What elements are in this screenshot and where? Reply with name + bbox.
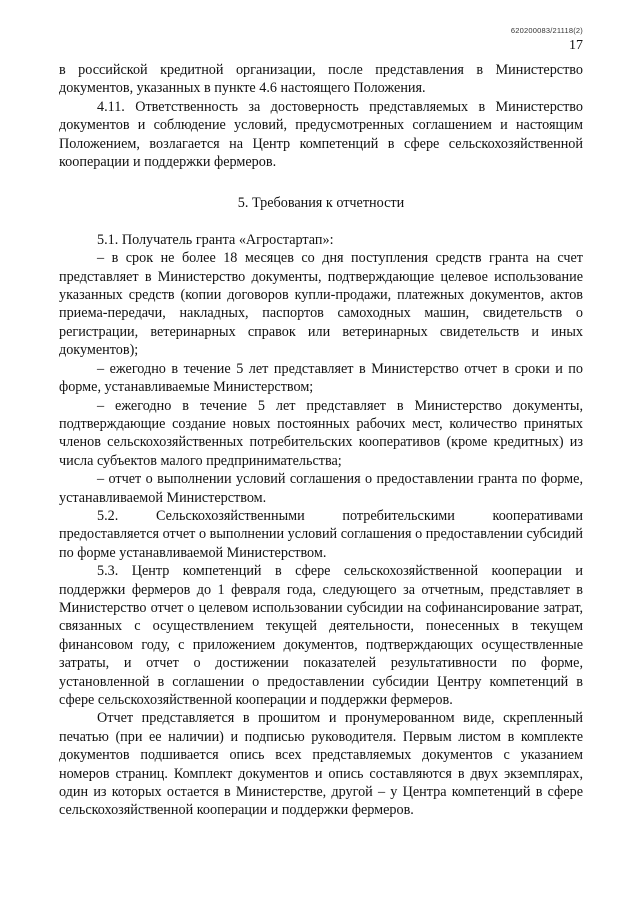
page-number: 17	[569, 38, 583, 53]
list-item-5-1-a: – в срок не более 18 месяцев со дня поступления средств гранта на счет представляет в Министерство документы, подтверждающие целевое использование указанных средств (копии договоров купли-продажи, платежных документов, актов приема-передачи, накладных, паспортов самоходных машин, свидетельств о регистрации, ветеринарных справок или ветеринарных свидетельств и иных документов);	[59, 250, 583, 359]
paragraph-5-1: 5.1. Получатель гранта «Агростартап»:	[97, 231, 334, 248]
paragraph-report: Отчет представляется в прошитом и пронумерованном виде, скрепленный печатью (при ее наличии) и подписью руководителя. Первым листом в комплекте документов подшивается опись всех представляемых документов с указанием номеров страниц. Комплект документов и опись составляются в двух экземплярах, один из которых остается в Министерстве, другой – у Центра компетенций в сфере сельскохозяйственной кооперации и поддержки фермеров.	[59, 710, 583, 819]
list-item-5-1-c: – ежегодно в течение 5 лет представляет в Министерство документы, подтверждающие создание новых постоянных рабочих мест, количество принятых членов сельскохозяйственных потребительских кооперативов (кроме кредитных) из числа субъектов малого предпринимательства;	[59, 397, 583, 469]
paragraph-4-11: 4.11. Ответственность за достоверность представляемых в Министерство документов и соблюдение условий, предусмотренных соглашением и настоящим Положением, возлагается на Центр компетенций в сфере сельскохозяйственной кооперации и поддержки фермеров.	[59, 98, 583, 171]
paragraph-continuation: в российской кредитной организации, после представления в Министерство документов, указанных в пункте 4.6 настоящего Положения.	[59, 62, 583, 97]
list-item-5-1-b: – ежегодно в течение 5 лет представляет в Министерство отчет в сроки и по форме, устанавливаемые Министерством;	[59, 360, 583, 396]
paragraph-5-3: 5.3. Центр компетенций в сфере сельскохозяйственной кооперации и поддержки фермеров до 1 февраля года, следующего за отчетным, представляет в Министерство отчет о целевом использовании субсидии на софинансирование затрат, связанных с осуществлением текущей деятельности, понесенных в текущем финансовом году, с приложением документов, подтверждающих осуществленные затраты, и отчет о достижении показателей результативности по форме, установленной в соглашении о предоставлении субсидии Центру компетенций в сфере сельскохозяйственной кооперации и поддержки фермеров.	[59, 563, 583, 708]
list-item-5-1-d: – отчет о выполнении условий соглашения о предоставлении гранта по форме, устанавливаемой Министерством.	[59, 471, 583, 506]
document-body	[59, 61, 583, 820]
document-registration-number: 620200083/21118(2)	[510, 26, 583, 35]
paragraph-5-2: 5.2. Сельскохозяйственными потребительскими кооперативами предоставляется отчет о выполнении условий соглашения о предоставлении субсидий по форме устанавливаемой Министерством.	[59, 507, 583, 561]
section-title: 5. Требования к отчетности	[237, 195, 405, 212]
